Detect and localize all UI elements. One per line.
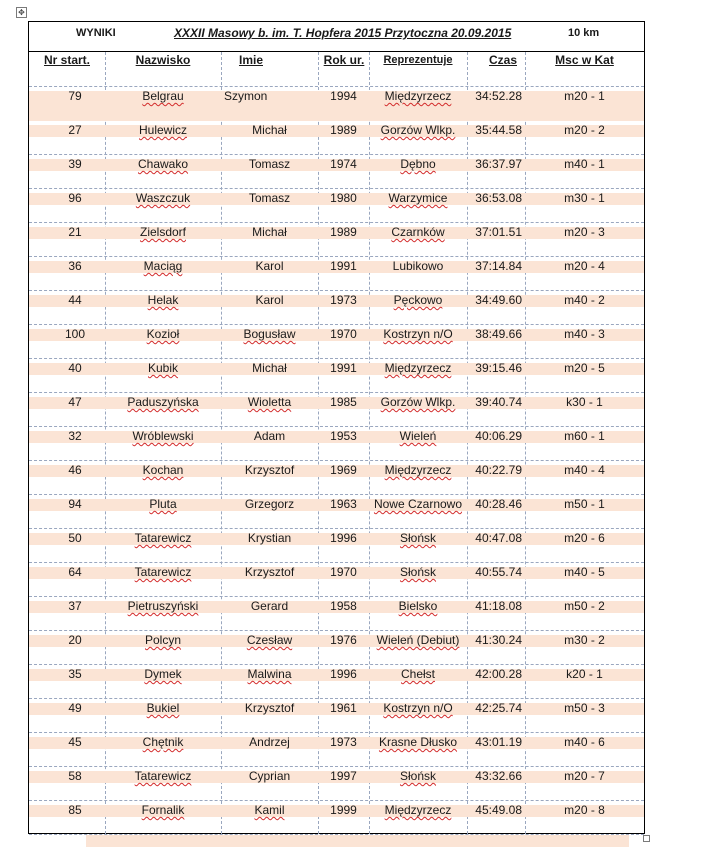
cell-nr: 35 — [68, 667, 82, 681]
table-row — [0, 89, 615, 123]
cell-msc: m20 - 3 — [564, 225, 605, 239]
header-divider — [28, 51, 645, 52]
cell-nr: 36 — [68, 259, 82, 273]
table-row — [0, 803, 615, 837]
cell-nr: 47 — [68, 395, 82, 409]
cell-rep: Wieleń (Debiut) — [376, 633, 460, 647]
table-row — [0, 735, 615, 769]
cell-imie: Krzysztof — [244, 463, 295, 477]
cell-rep: Gorzów Wlkp. — [380, 395, 456, 409]
cell-imie: Karol — [255, 259, 284, 273]
table-row — [0, 361, 615, 395]
cell-msc: m50 - 1 — [564, 497, 605, 511]
cell-rok: 1991 — [330, 361, 357, 375]
table-row — [0, 259, 615, 293]
cell-msc: m50 - 2 — [564, 599, 605, 613]
cell-nr: 21 — [68, 225, 82, 239]
cell-imie: Kamil — [254, 803, 285, 817]
cell-nr: 85 — [68, 803, 82, 817]
cell-imie: Krystian — [247, 531, 292, 545]
table-row — [0, 633, 615, 667]
cell-rok: 1973 — [330, 293, 357, 307]
cell-czas: 38:49.66 — [475, 327, 522, 341]
cell-msc: m20 - 2 — [564, 123, 605, 137]
cell-nr: 27 — [68, 123, 82, 137]
cell-rep: Gorzów Wlkp. — [380, 123, 456, 137]
cell-nr: 37 — [68, 599, 82, 613]
cell-czas: 41:30.24 — [475, 633, 522, 647]
table-row — [0, 157, 615, 191]
cell-rok: 1996 — [330, 531, 357, 545]
cell-nazwisko: Hulewicz — [138, 123, 187, 137]
cell-rep: Czarnków — [391, 225, 445, 239]
cell-czas: 34:52.28 — [475, 89, 522, 103]
cell-nazwisko: Kochan — [142, 463, 184, 477]
cell-rok: 1989 — [330, 225, 357, 239]
column-header-nazwisko: Nazwisko — [135, 53, 191, 67]
cell-czas: 35:44.58 — [475, 123, 522, 137]
cell-rep: Pęckowo — [393, 293, 443, 307]
cell-imie: Malwina — [247, 667, 292, 681]
cell-rep: Kostrzyn n/O — [383, 701, 453, 715]
cell-imie: Michał — [252, 123, 287, 137]
cell-rok: 1989 — [330, 123, 357, 137]
table-row — [0, 225, 615, 259]
document-header — [28, 21, 645, 51]
table-move-handle-icon[interactable]: ✥ — [16, 7, 27, 18]
cell-nazwisko: Bukiel — [146, 701, 180, 715]
cell-nazwisko: Pietruszyński — [127, 599, 199, 613]
cell-czas: 40:47.08 — [475, 531, 522, 545]
cell-rep: Międzyrzecz — [384, 361, 452, 375]
cell-rok: 1980 — [330, 191, 357, 205]
cell-nazwisko: Chawako — [137, 157, 189, 171]
table-row — [0, 191, 615, 225]
cell-rep: Wieleń — [399, 429, 437, 443]
results-title: WYNIKI — [76, 27, 116, 39]
cell-czas: 42:25.74 — [475, 701, 522, 715]
cell-imie: Bogusław — [243, 327, 296, 341]
cell-msc: m20 - 1 — [564, 89, 605, 103]
cell-imie: Grzegorz — [244, 497, 295, 511]
cell-msc: m60 - 1 — [564, 429, 605, 443]
cell-nr: 94 — [68, 497, 82, 511]
cell-czas: 40:28.46 — [475, 497, 522, 511]
table-row — [0, 463, 615, 497]
cell-czas: 39:40.74 — [475, 395, 522, 409]
cell-rok: 1961 — [330, 701, 357, 715]
cell-nr: 64 — [68, 565, 82, 579]
cell-rep: Bielsko — [398, 599, 438, 613]
cell-msc: m20 - 6 — [564, 531, 605, 545]
cell-msc: m30 - 2 — [564, 633, 605, 647]
cell-msc: m40 - 2 — [564, 293, 605, 307]
cell-rok: 1996 — [330, 667, 357, 681]
cell-imie: Tomasz — [248, 157, 291, 171]
table-row — [0, 531, 615, 565]
cell-msc: m50 - 3 — [564, 701, 605, 715]
cell-czas: 39:15.46 — [475, 361, 522, 375]
cell-msc: k30 - 1 — [566, 395, 603, 409]
cell-czas: 37:01.51 — [475, 225, 522, 239]
cell-czas: 40:55.74 — [475, 565, 522, 579]
cell-imie: Tomasz — [248, 191, 291, 205]
cell-imie: Krzysztof — [244, 701, 295, 715]
cell-czas: 40:06.29 — [475, 429, 522, 443]
cell-nazwisko: Dymek — [144, 667, 182, 681]
cell-msc: m30 - 1 — [564, 191, 605, 205]
cell-rok: 1985 — [330, 395, 357, 409]
cell-rep: Międzyrzecz — [384, 89, 452, 103]
cell-czas: 43:32.66 — [475, 769, 522, 783]
event-title: XXXII Masowy b. im. T. Hopfera 2015 Przytoczna 20.09.2015 — [174, 26, 512, 40]
column-header-czas: Czas — [488, 53, 517, 67]
cell-rep: Nowe Czarnowo — [373, 497, 463, 511]
column-header-rep: Reprezentuje — [383, 54, 453, 66]
cell-nr: 39 — [68, 157, 82, 171]
cell-nazwisko: Kozioł — [146, 327, 180, 341]
cell-imie: Szymon — [224, 89, 268, 103]
cell-nazwisko: Waszczuk — [135, 191, 191, 205]
cell-nazwisko: Maciąg — [143, 259, 183, 273]
cell-nr: 50 — [68, 531, 82, 545]
cell-msc: m20 - 7 — [564, 769, 605, 783]
cell-msc: k20 - 1 — [566, 667, 603, 681]
table-row — [0, 123, 615, 157]
cell-czas: 42:00.28 — [475, 667, 522, 681]
cell-imie: Czesław — [246, 633, 293, 647]
cell-nr: 44 — [68, 293, 82, 307]
table-row — [0, 497, 615, 531]
table-row — [0, 599, 615, 633]
table-row — [0, 565, 615, 599]
cell-rok: 1994 — [330, 89, 357, 103]
cell-msc: m20 - 8 — [564, 803, 605, 817]
cell-imie: Michał — [252, 361, 287, 375]
column-header-msc: Msc w Kat — [555, 53, 614, 67]
cell-nr: 100 — [64, 327, 86, 341]
cell-nazwisko: Helak — [147, 293, 179, 307]
row-divider — [29, 86, 644, 87]
table-row — [0, 395, 615, 429]
column-header-rok: Rok ur. — [323, 53, 365, 67]
bottom-shading — [86, 835, 629, 847]
cell-imie: Michał — [252, 225, 287, 239]
cell-czas: 36:37.97 — [475, 157, 522, 171]
cell-nazwisko: Pluta — [149, 497, 177, 511]
cell-czas: 41:18.08 — [475, 599, 522, 613]
cell-nr: 45 — [68, 735, 82, 749]
cell-rok: 1997 — [330, 769, 357, 783]
cell-rep: Międzyrzecz — [384, 803, 452, 817]
cell-czas: 40:22.79 — [475, 463, 522, 477]
cell-rok: 1969 — [330, 463, 357, 477]
cell-msc: m40 - 4 — [564, 463, 605, 477]
cell-czas: 43:01.19 — [475, 735, 522, 749]
cell-nazwisko: Polcyn — [144, 633, 182, 647]
cell-nr: 58 — [68, 769, 82, 783]
cell-nr: 40 — [68, 361, 82, 375]
cell-msc: m20 - 4 — [564, 259, 605, 273]
cell-nazwisko: Paduszyńska — [127, 395, 199, 409]
cell-rep: Krasne Dłusko — [378, 735, 458, 749]
table-row — [0, 327, 615, 361]
cell-nazwisko: Tatarewicz — [134, 531, 192, 545]
cell-nr: 79 — [68, 89, 82, 103]
cell-nazwisko: Chętnik — [142, 735, 184, 749]
cell-imie: Wioletta — [247, 395, 292, 409]
cell-imie: Andrzej — [249, 735, 290, 749]
table-row — [0, 769, 615, 803]
table-row — [0, 429, 615, 463]
cell-rep: Międzyrzecz — [384, 463, 452, 477]
cell-nazwisko: Belgrau — [142, 89, 184, 103]
cell-rok: 1973 — [330, 735, 357, 749]
cell-nazwisko: Fornalik — [141, 803, 185, 817]
cell-msc: m20 - 5 — [564, 361, 605, 375]
cell-rep: Kostrzyn n/O — [383, 327, 453, 341]
cell-rok: 1953 — [330, 429, 357, 443]
cell-rok: 1958 — [330, 599, 357, 613]
cell-nazwisko: Zielsdorf — [139, 225, 186, 239]
cell-msc: m40 - 6 — [564, 735, 605, 749]
cell-rok: 1970 — [330, 327, 357, 341]
cell-rok: 1991 — [330, 259, 357, 273]
cell-msc: m40 - 5 — [564, 565, 605, 579]
cell-msc: m40 - 1 — [564, 157, 605, 171]
cell-rok: 1963 — [330, 497, 357, 511]
cell-imie: Cyprian — [248, 769, 291, 783]
cell-rok: 1999 — [330, 803, 357, 817]
cell-czas: 45:49.08 — [475, 803, 522, 817]
cell-rep: Chełst — [400, 667, 435, 681]
cell-imie: Krzysztof — [244, 565, 295, 579]
cell-nr: 32 — [68, 429, 82, 443]
cell-nr: 46 — [68, 463, 82, 477]
table-row — [0, 701, 615, 735]
cell-nr: 49 — [68, 701, 82, 715]
cell-nazwisko: Wróblewski — [132, 429, 194, 443]
cell-czas: 34:49.60 — [475, 293, 522, 307]
cell-czas: 36:53.08 — [475, 191, 522, 205]
event-distance: 10 km — [568, 27, 600, 39]
cell-rep: Dębno — [400, 157, 436, 171]
cell-nazwisko: Tatarewicz — [134, 769, 192, 783]
cell-rep: Słońsk — [399, 531, 437, 545]
cell-rok: 1976 — [330, 633, 357, 647]
table-row — [0, 667, 615, 701]
cell-rep: Warzymice — [388, 191, 448, 205]
cell-msc: m40 - 3 — [564, 327, 605, 341]
cell-rep: Słońsk — [399, 565, 437, 579]
cell-rok: 1974 — [330, 157, 357, 171]
column-header-nr: Nr start. — [43, 53, 90, 67]
cell-rep: Słońsk — [399, 769, 437, 783]
cell-imie: Adam — [253, 429, 286, 443]
cell-rok: 1970 — [330, 565, 357, 579]
column-header-imie: Imie — [238, 53, 263, 67]
table-row — [0, 293, 615, 327]
cell-nr: 96 — [68, 191, 82, 205]
cell-nazwisko: Tatarewicz — [134, 565, 192, 579]
cell-imie: Karol — [255, 293, 284, 307]
cell-nr: 20 — [68, 633, 82, 647]
cell-nazwisko: Kubik — [147, 361, 179, 375]
cell-czas: 37:14.84 — [475, 259, 522, 273]
cell-rep: Lubikowo — [392, 259, 444, 273]
table-resize-handle[interactable] — [643, 835, 650, 842]
cell-imie: Gerard — [250, 599, 289, 613]
